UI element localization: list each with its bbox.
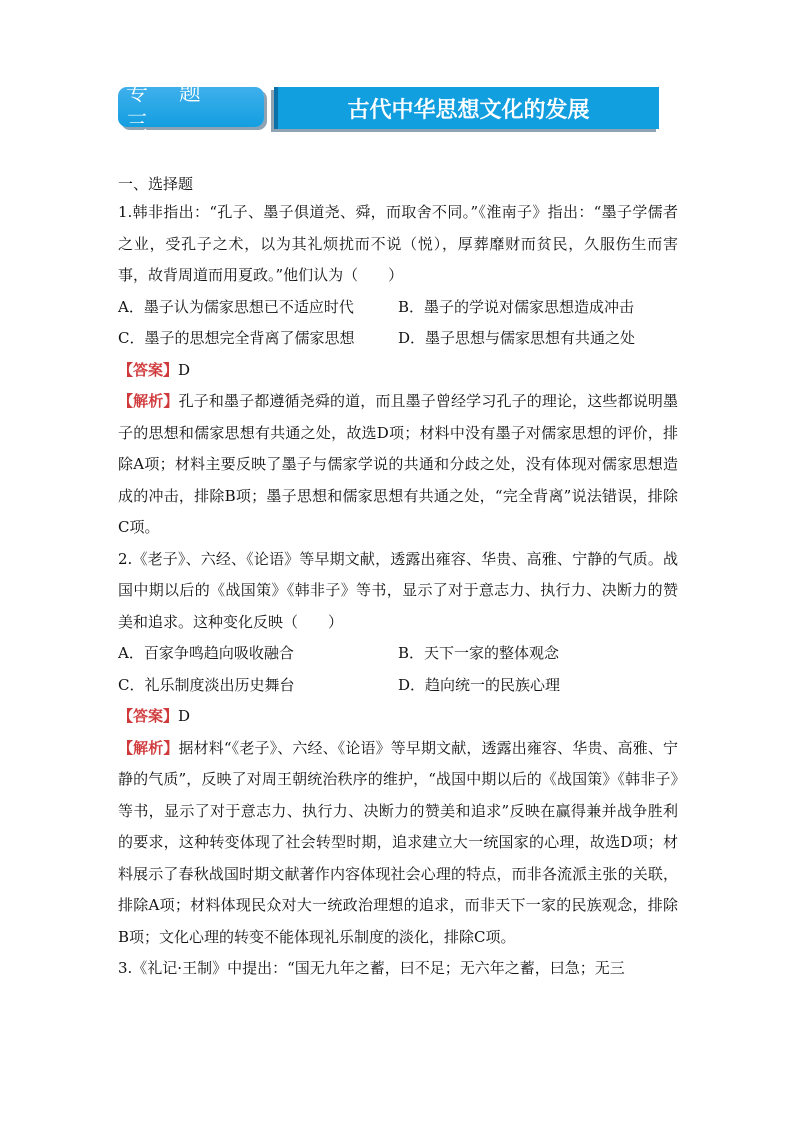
answer-line [118, 701, 678, 733]
question-stem: 3.《礼记·王制》中提出：“国无九年之蓄，曰不足；无六年之蓄，曰急；无三 [118, 959, 625, 977]
analysis-text: 据材料“《老子》、六经、《论语》等早期文献，透露出雍容、华贵、高雅、宁静的气质”，反映了对周王朝统治秩序的维护，“战国中期以后的《战国策》《韩非子》等书，显示了对于意志力、执行力、决断力的赞美和追求”反映在赢得兼并战争胜利的要求，这种转变体现了社会转型时期，追求建立大一统国家的心理，故选D项；材料展示了春秋战国时期文献著作内容体现社会心理的特点，而非各流派主张的关联，排除A项；材料体现民众对大一统政治理想的追求，而非天下一家的民族观念，排除B项；文化心理的转变不能体现礼乐制度的淡化，排除C项。 [118, 738, 678, 946]
analysis-paragraph [118, 733, 678, 954]
document-body [118, 171, 678, 985]
option-row [118, 323, 678, 355]
question-2 [118, 544, 678, 954]
option-b: B．墨子的学说对儒家思想造成冲击 [398, 297, 635, 316]
question-stem: 2.《老子》、六经、《论语》等早期文献，透露出雍容、华贵、高雅、宁静的气质。战国中期以后的《战国策》《韩非子》等书，显示了对于意志力、执行力、决断力的赞美和追求。这种变化反映（ ） [118, 549, 678, 631]
option-b: B．天下一家的整体观念 [398, 644, 560, 662]
section-heading: 一、选择题 [118, 175, 194, 193]
option-row [118, 638, 678, 670]
analysis-text: 孔子和墨子都遵循尧舜的道，而且墨子曾经学习孔子的理论，这些都说明墨子的思想和儒家思想有共通之处，故选D项；材料中没有墨子对儒家思想的评价，排除A项；材料主要反映了墨子与儒家学说的共通和分歧之处，没有体现对儒家思想造成的冲击，排除B项；墨子思想和儒家思想有共通之处，“完全背离”说法错误，排除C项。 [118, 392, 678, 536]
option-c: C．墨子的思想完全背离了儒家思想 [118, 329, 355, 347]
option-c: C．礼乐制度淡出历史舞台 [118, 675, 295, 694]
topic-tag: 专 题 三 [118, 87, 264, 127]
question-stem: 1.韩非指出：“孔子、墨子俱道尧、舜，而取舍不同。”《淮南子》指出：“墨子学儒者之业，受孔子之术，以为其礼烦扰而不说（悦），厚葬靡财而贫民，久服伤生而害事，故背周道而用夏政。”他们认为（ ） [118, 203, 678, 284]
option-a: A．墨子认为儒家思想已不适应时代 [118, 297, 354, 316]
topic-header [118, 81, 659, 137]
answer-label: 【答案】 [118, 360, 179, 379]
option-a: A．百家争鸣趋向吸收融合 [118, 644, 294, 662]
analysis-paragraph [118, 386, 678, 544]
analysis-label: 【解析】 [118, 392, 179, 410]
option-d: D．趋向统一的民族心理 [398, 675, 561, 694]
answer-value: D [178, 707, 191, 725]
topic-title: 古代中华思想文化的发展 [274, 87, 659, 129]
analysis-label: 【解析】 [118, 738, 179, 757]
option-row [118, 292, 678, 324]
option-d: D．墨子思想与儒家思想有共通之处 [398, 329, 636, 347]
answer-label: 【答案】 [118, 707, 179, 725]
answer-value: D [178, 360, 191, 379]
option-row [118, 670, 678, 702]
answer-line [118, 355, 678, 387]
question-1 [118, 197, 678, 544]
question-3 [118, 953, 678, 985]
